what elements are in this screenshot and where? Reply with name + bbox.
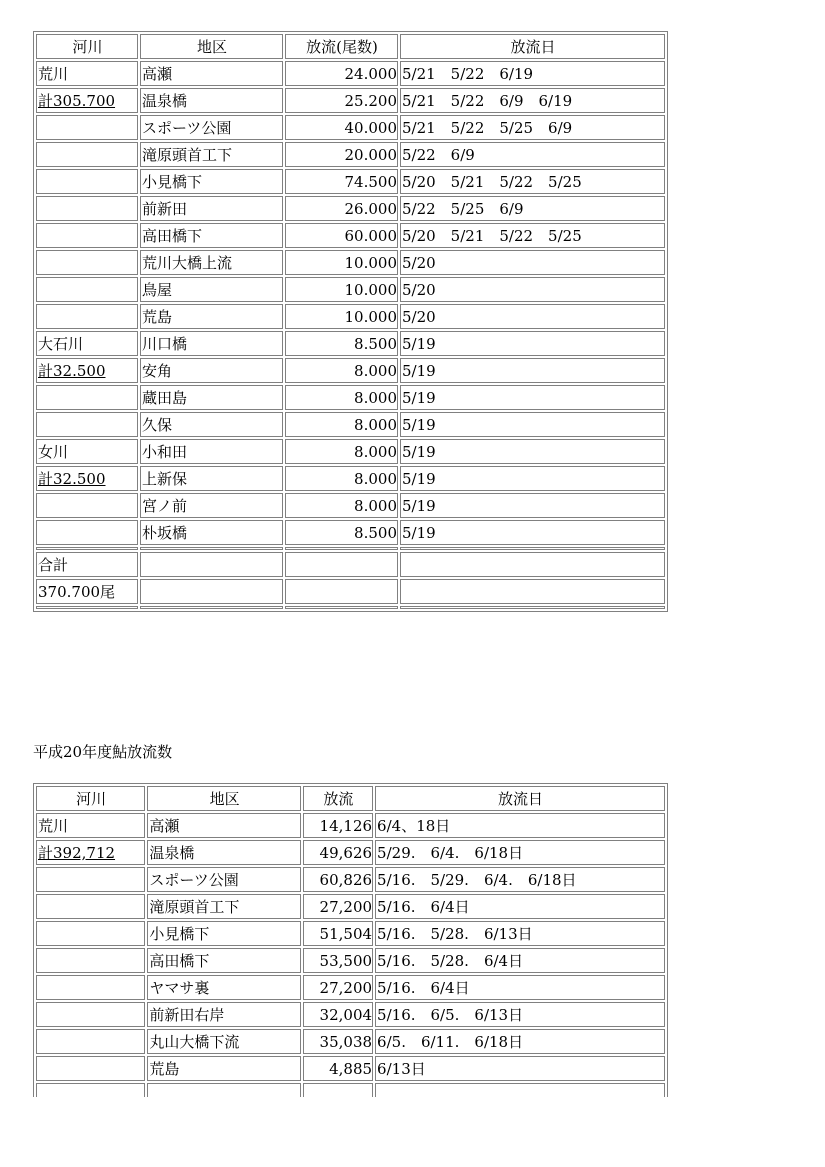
- river-cell: 大石川: [36, 331, 138, 356]
- empty-cell: [400, 552, 665, 577]
- count-cell: 8.500: [285, 520, 398, 545]
- river-cell: 計392,712: [36, 840, 145, 865]
- table-row: [36, 223, 665, 248]
- count-cell: 8.000: [285, 493, 398, 518]
- area-cell: 前新田: [140, 196, 283, 221]
- area-cell: 朴坂橋: [140, 520, 283, 545]
- dates-cell: 5/19: [400, 520, 665, 545]
- dates-cell: 5/29. 6/4. 6/18日: [375, 840, 665, 865]
- dates-cell: 5/21 5/22 6/9 6/19: [400, 88, 665, 113]
- count-cell: 60.000: [285, 223, 398, 248]
- area-cell: 荒島: [140, 304, 283, 329]
- dates-cell: 5/16. 6/5. 6/13日: [375, 1002, 665, 1027]
- river-cell: [36, 493, 138, 518]
- river-cell: [36, 304, 138, 329]
- header-river: 河川: [36, 786, 145, 811]
- empty-cell: [285, 579, 398, 604]
- table-row: [36, 439, 665, 464]
- river-cell: [36, 1002, 145, 1027]
- dates-cell: 5/21 5/22 5/25 6/9: [400, 115, 665, 140]
- dates-cell: 5/16. 6/4日: [375, 975, 665, 1000]
- count-cell: 8.000: [285, 412, 398, 437]
- count-cell: 8.000: [285, 358, 398, 383]
- area-cell: 川口橋: [140, 331, 283, 356]
- river-cell: [36, 223, 138, 248]
- total-value-row: [36, 579, 665, 604]
- table-row: [36, 813, 665, 838]
- dates-cell: 5/19: [400, 358, 665, 383]
- table-row: [36, 277, 665, 302]
- empty-cell: [140, 579, 283, 604]
- river-cell: 計32.500: [36, 358, 138, 383]
- table-row: [36, 840, 665, 865]
- header-dates: 放流日: [375, 786, 665, 811]
- header-area: 地区: [147, 786, 300, 811]
- header-river: 河川: [36, 34, 138, 59]
- area-cell: 宮ノ前: [140, 493, 283, 518]
- count-cell: 4,885: [303, 1056, 373, 1081]
- area-cell: 滝原頭首工下: [140, 142, 283, 167]
- dates-cell: 5/16. 5/28. 6/4日: [375, 948, 665, 973]
- dates-cell: 5/19: [400, 439, 665, 464]
- table-row: [36, 250, 665, 275]
- area-cell: 高瀬: [147, 813, 300, 838]
- section-caption: 平成20年度鮎放流数: [33, 743, 173, 761]
- count-cell: 27,200: [303, 975, 373, 1000]
- count-cell: 8.000: [285, 439, 398, 464]
- dates-cell: 5/20: [400, 250, 665, 275]
- count-cell: 49,626: [303, 840, 373, 865]
- dates-cell: 5/19: [400, 331, 665, 356]
- empty-cell: [400, 579, 665, 604]
- count-cell: 8.500: [285, 331, 398, 356]
- count-cell: 14,126: [303, 813, 373, 838]
- river-cell: [36, 196, 138, 221]
- header-count: 放流: [303, 786, 373, 811]
- table-row: [36, 385, 665, 410]
- count-cell: 26.000: [285, 196, 398, 221]
- dates-cell: 5/16. 6/4日: [375, 894, 665, 919]
- river-cell: [36, 385, 138, 410]
- area-cell: 安角: [140, 358, 283, 383]
- table-header-row: [36, 34, 665, 59]
- count-cell: 20.000: [285, 142, 398, 167]
- river-cell: [36, 948, 145, 973]
- table-row: [36, 358, 665, 383]
- table-footer: [36, 547, 665, 609]
- empty-cell: [140, 552, 283, 577]
- area-cell: 高田橋下: [140, 223, 283, 248]
- table-row: [36, 61, 665, 86]
- river-cell: [36, 921, 145, 946]
- river-cell: [36, 169, 138, 194]
- header-dates: 放流日: [400, 34, 665, 59]
- area-cell: 温泉橋: [147, 840, 300, 865]
- area-cell: 小見橋下: [140, 169, 283, 194]
- table-header-row: [36, 786, 665, 811]
- river-cell: 計305.700: [36, 88, 138, 113]
- dates-cell: 5/21 5/22 6/19: [400, 61, 665, 86]
- empty-cell: [285, 552, 398, 577]
- total-label-row: [36, 552, 665, 577]
- area-cell: 久保: [140, 412, 283, 437]
- table-row: [36, 412, 665, 437]
- header-count: 放流(尾数): [285, 34, 398, 59]
- count-cell: 8.000: [285, 466, 398, 491]
- river-cell: 女川: [36, 439, 138, 464]
- table-row: [36, 196, 665, 221]
- area-cell: 前新田右岸: [147, 1002, 300, 1027]
- dates-cell: 5/16. 5/29. 6/4. 6/18日: [375, 867, 665, 892]
- table-row: [36, 1002, 665, 1027]
- area-cell: 荒島: [147, 1056, 300, 1081]
- area-cell: 蔵田島: [140, 385, 283, 410]
- count-cell: 53,500: [303, 948, 373, 973]
- river-cell: [36, 894, 145, 919]
- river-cell: 荒川: [36, 61, 138, 86]
- dates-cell: 5/19: [400, 466, 665, 491]
- dates-cell: 5/22 5/25 6/9: [400, 196, 665, 221]
- total-label: 合計: [36, 552, 138, 577]
- dates-cell: 6/13日: [375, 1056, 665, 1081]
- count-cell: 25.200: [285, 88, 398, 113]
- table-row: [36, 88, 665, 113]
- river-cell: [36, 277, 138, 302]
- river-cell: [36, 1056, 145, 1081]
- river-cell: 計32.500: [36, 466, 138, 491]
- table-row: [36, 169, 665, 194]
- river-cell: [36, 250, 138, 275]
- river-cell: 荒川: [36, 813, 145, 838]
- table-body: [36, 813, 665, 1081]
- count-cell: 27,200: [303, 894, 373, 919]
- count-cell: 10.000: [285, 250, 398, 275]
- area-cell: 小和田: [140, 439, 283, 464]
- dates-cell: 5/16. 5/28. 6/13日: [375, 921, 665, 946]
- table-row: [36, 466, 665, 491]
- table-row: [36, 975, 665, 1000]
- table-row: [36, 304, 665, 329]
- river-cell: [36, 975, 145, 1000]
- stocking-table-1: [33, 31, 668, 612]
- dates-cell: 5/20: [400, 277, 665, 302]
- area-cell: 荒川大橋上流: [140, 250, 283, 275]
- count-cell: 10.000: [285, 304, 398, 329]
- area-cell: 小見橋下: [147, 921, 300, 946]
- river-cell: [36, 142, 138, 167]
- dates-cell: 5/20: [400, 304, 665, 329]
- header-area: 地区: [140, 34, 283, 59]
- table-row: [36, 921, 665, 946]
- table-row: [36, 115, 665, 140]
- area-cell: スポーツ公園: [147, 867, 300, 892]
- table-row: [36, 331, 665, 356]
- dates-cell: 5/19: [400, 412, 665, 437]
- area-cell: 上新保: [140, 466, 283, 491]
- stocking-table-2: [33, 783, 668, 1111]
- count-cell: 24.000: [285, 61, 398, 86]
- dates-cell: 5/19: [400, 493, 665, 518]
- area-cell: 温泉橋: [140, 88, 283, 113]
- count-cell: 40.000: [285, 115, 398, 140]
- table-body: [36, 61, 665, 545]
- dates-cell: 6/4、18日: [375, 813, 665, 838]
- table-row: [36, 142, 665, 167]
- table-row: [36, 894, 665, 919]
- area-cell: 滝原頭首工下: [147, 894, 300, 919]
- table-row: [36, 867, 665, 892]
- dates-cell: 5/20 5/21 5/22 5/25: [400, 223, 665, 248]
- area-cell: スポーツ公園: [140, 115, 283, 140]
- dates-cell: 5/19: [400, 385, 665, 410]
- count-cell: 10.000: [285, 277, 398, 302]
- dates-cell: 5/22 6/9: [400, 142, 665, 167]
- river-cell: [36, 1029, 145, 1054]
- area-cell: ヤマサ裏: [147, 975, 300, 1000]
- river-cell: [36, 867, 145, 892]
- river-cell: [36, 412, 138, 437]
- count-cell: 35,038: [303, 1029, 373, 1054]
- area-cell: 鳥屋: [140, 277, 283, 302]
- spacer-row: [36, 547, 665, 550]
- count-cell: 60,826: [303, 867, 373, 892]
- area-cell: 丸山大橋下流: [147, 1029, 300, 1054]
- area-cell: 高瀬: [140, 61, 283, 86]
- table-row: [36, 1029, 665, 1054]
- river-cell: [36, 115, 138, 140]
- river-cell: [36, 520, 138, 545]
- count-cell: 32,004: [303, 1002, 373, 1027]
- dates-cell: 5/20 5/21 5/22 5/25: [400, 169, 665, 194]
- table-row: [36, 1056, 665, 1081]
- spacer-row: [36, 606, 665, 609]
- total-value: 370.700尾: [36, 579, 138, 604]
- table-row: [36, 948, 665, 973]
- count-cell: 51,504: [303, 921, 373, 946]
- table-row: [36, 520, 665, 545]
- page-cutoff: [0, 1097, 825, 1167]
- count-cell: 74.500: [285, 169, 398, 194]
- dates-cell: 6/5. 6/11. 6/18日: [375, 1029, 665, 1054]
- area-cell: 高田橋下: [147, 948, 300, 973]
- table-row: [36, 493, 665, 518]
- count-cell: 8.000: [285, 385, 398, 410]
